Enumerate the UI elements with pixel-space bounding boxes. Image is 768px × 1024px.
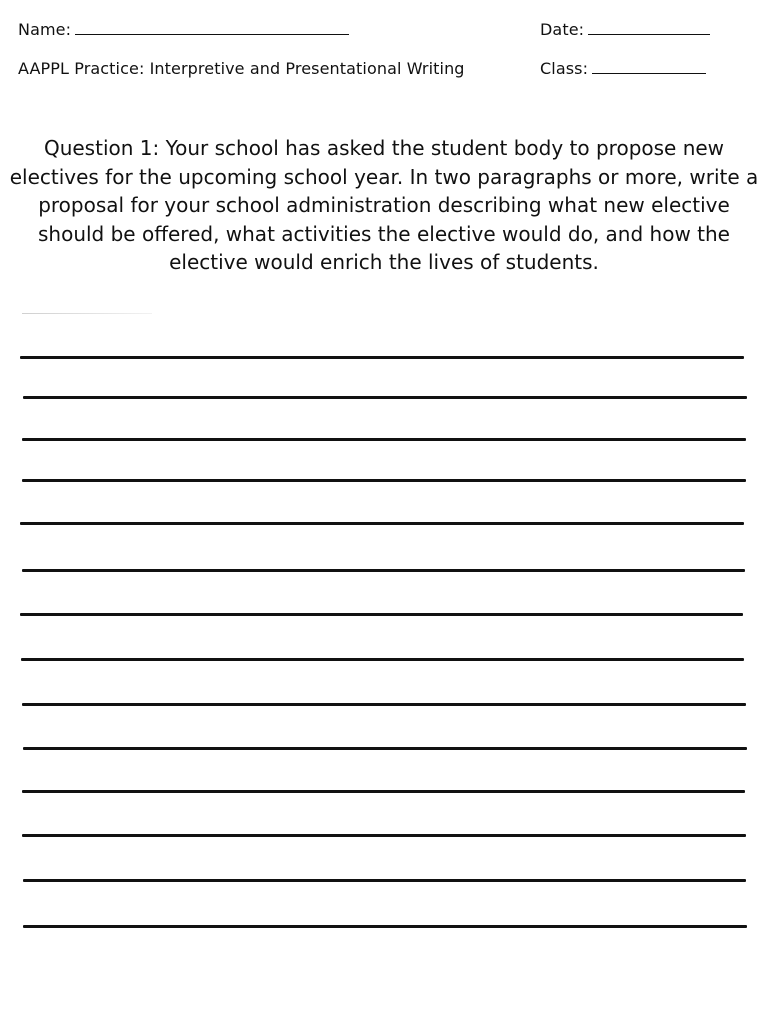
class-field[interactable] [540, 59, 706, 79]
answer-line[interactable] [23, 925, 747, 928]
name-field[interactable] [18, 20, 349, 40]
answer-line[interactable] [23, 747, 747, 750]
date-label: Date: [540, 20, 585, 39]
answer-line[interactable] [22, 790, 745, 793]
answer-line[interactable] [20, 613, 743, 616]
answer-line[interactable] [22, 834, 746, 837]
answer-line[interactable] [22, 703, 746, 706]
name-blank[interactable] [75, 20, 349, 35]
answer-line[interactable] [22, 569, 745, 572]
answer-line[interactable] [20, 356, 744, 359]
faint-divider [22, 313, 152, 314]
answer-line[interactable] [20, 522, 744, 525]
date-blank[interactable] [588, 20, 710, 35]
answer-line[interactable] [23, 879, 746, 882]
class-label: Class: [540, 59, 589, 78]
class-blank[interactable] [592, 59, 706, 74]
answer-line[interactable] [22, 479, 746, 482]
worksheet-subject: AAPPL Practice: Interpretive and Presentational Writing [18, 59, 465, 78]
name-label: Name: [18, 20, 72, 39]
answer-line[interactable] [23, 396, 747, 399]
date-field[interactable] [540, 20, 710, 40]
answer-line[interactable] [22, 438, 746, 441]
answer-line[interactable] [21, 658, 744, 661]
question-prompt: Question 1: Your school has asked the student body to propose new electives for the upcoming school year. In two paragraphs or more, write a proposal for your school administration describing what new elective should be offered, what activities the elective would do, and how the elective would enrich the lives of students. [9, 136, 759, 275]
